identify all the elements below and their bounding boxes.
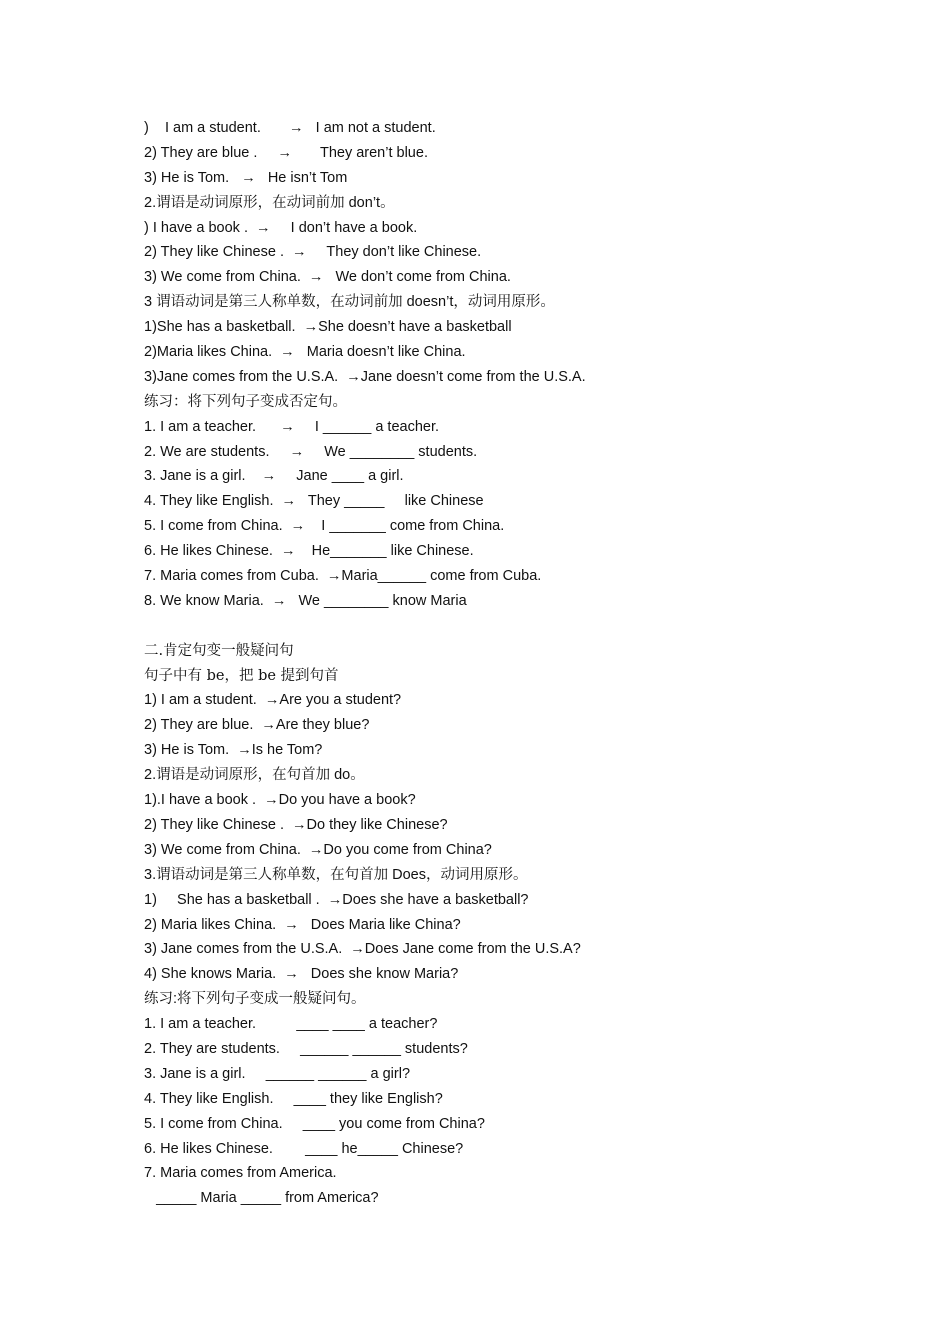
- text-line: 1) I am a student. →Are you a student?: [144, 692, 402, 709]
- text-line: 6. He likes Chinese. → He_______ like Chinese.: [144, 543, 474, 560]
- text-line: 3. Jane is a girl. → Jane ____ a girl.: [144, 468, 404, 485]
- text-line: 5. I come from China. → I _______ come from China.: [144, 518, 505, 535]
- text-line: ) I am a student. → I am not a student.: [144, 120, 436, 136]
- negative-sentences-section: [144, 116, 904, 614]
- text-line: 7. Maria comes from Cuba. →Maria______ come from Cuba.: [144, 568, 542, 585]
- text-line: 3) He is Tom. →Is he Tom?: [144, 742, 323, 759]
- text-line: 2) They like Chinese . →Do they like Chinese?: [144, 816, 448, 833]
- text-line: 2. We are students. → We ________ students.: [144, 443, 478, 460]
- text-line: 2) They are blue. →Are they blue?: [144, 717, 370, 734]
- text-line: 2.谓语是动词原形，在句首加 do。: [144, 767, 365, 784]
- document-page: [144, 116, 904, 1211]
- text-line: 3) We come from China. → We don’t come from China.: [144, 269, 511, 286]
- section-heading: 句子中有 be，把 be 提到句首: [144, 667, 339, 684]
- text-line: 2) Maria likes China. → Does Maria like China?: [144, 916, 461, 933]
- text-line: 3)Jane comes from the U.S.A. →Jane doesn’t come from the U.S.A.: [144, 368, 586, 385]
- text-line: 练习:将下列句子变成一般疑问句。: [144, 991, 366, 1008]
- text-line: 2. They are students. ______ ______ students?: [144, 1040, 468, 1057]
- section-gap: [144, 614, 904, 639]
- text-line: 2)Maria likes China. → Maria doesn’t like China.: [144, 344, 466, 361]
- text-line: 5. I come from China. ____ you come from China?: [144, 1115, 485, 1132]
- text-line: 3 谓语动词是第三人称单数，在动词前加 doesn’t，动词用原形。: [144, 294, 555, 311]
- text-line: 3) We come from China. →Do you come from China?: [144, 841, 492, 858]
- text-line: 6. He likes Chinese. ____ he_____ Chinese?: [144, 1140, 464, 1157]
- text-line: 2.谓语是动词原形，在动词前加 don’t。: [144, 194, 395, 211]
- text-line: 4. They like English. → They _____ like Chinese: [144, 493, 484, 510]
- text-line: 1)She has a basketball. →She doesn’t have a basketball: [144, 319, 512, 336]
- general-questions-section: [144, 639, 904, 1211]
- text-line: 1. I am a teacher. ____ ____ a teacher?: [144, 1016, 438, 1033]
- text-line: _____ Maria _____ from America?: [144, 1190, 379, 1207]
- text-line: 3.谓语动词是第三人称单数，在句首加 Does，动词用原形。: [144, 866, 528, 883]
- section-heading: 二.肯定句变一般疑问句: [144, 642, 294, 659]
- text-line: 练习：将下列句子变成否定句。: [144, 393, 347, 410]
- text-line: 4. They like English. ____ they like English?: [144, 1090, 443, 1107]
- text-line: 1).I have a book . →Do you have a book?: [144, 792, 416, 809]
- text-line: 8. We know Maria. → We ________ know Maria: [144, 592, 467, 609]
- text-line: ) I have a book . → I don’t have a book.: [144, 219, 418, 236]
- text-line: 1. I am a teacher. → I ______ a teacher.: [144, 418, 440, 435]
- text-line: 7. Maria comes from America.: [144, 1165, 337, 1182]
- text-line: 2) They like Chinese . → They don’t like Chinese.: [144, 244, 482, 261]
- text-line: 1) She has a basketball . →Does she have a basketball?: [144, 891, 529, 908]
- text-line: 3) He is Tom. → He isn’t Tom: [144, 169, 348, 186]
- text-line: 3) Jane comes from the U.S.A. →Does Jane come from the U.S.A?: [144, 941, 581, 958]
- text-line: 4) She knows Maria. → Does she know Maria?: [144, 966, 459, 983]
- text-line: 3. Jane is a girl. ______ ______ a girl?: [144, 1065, 411, 1082]
- text-line: 2) They are blue . → They aren’t blue.: [144, 144, 428, 161]
